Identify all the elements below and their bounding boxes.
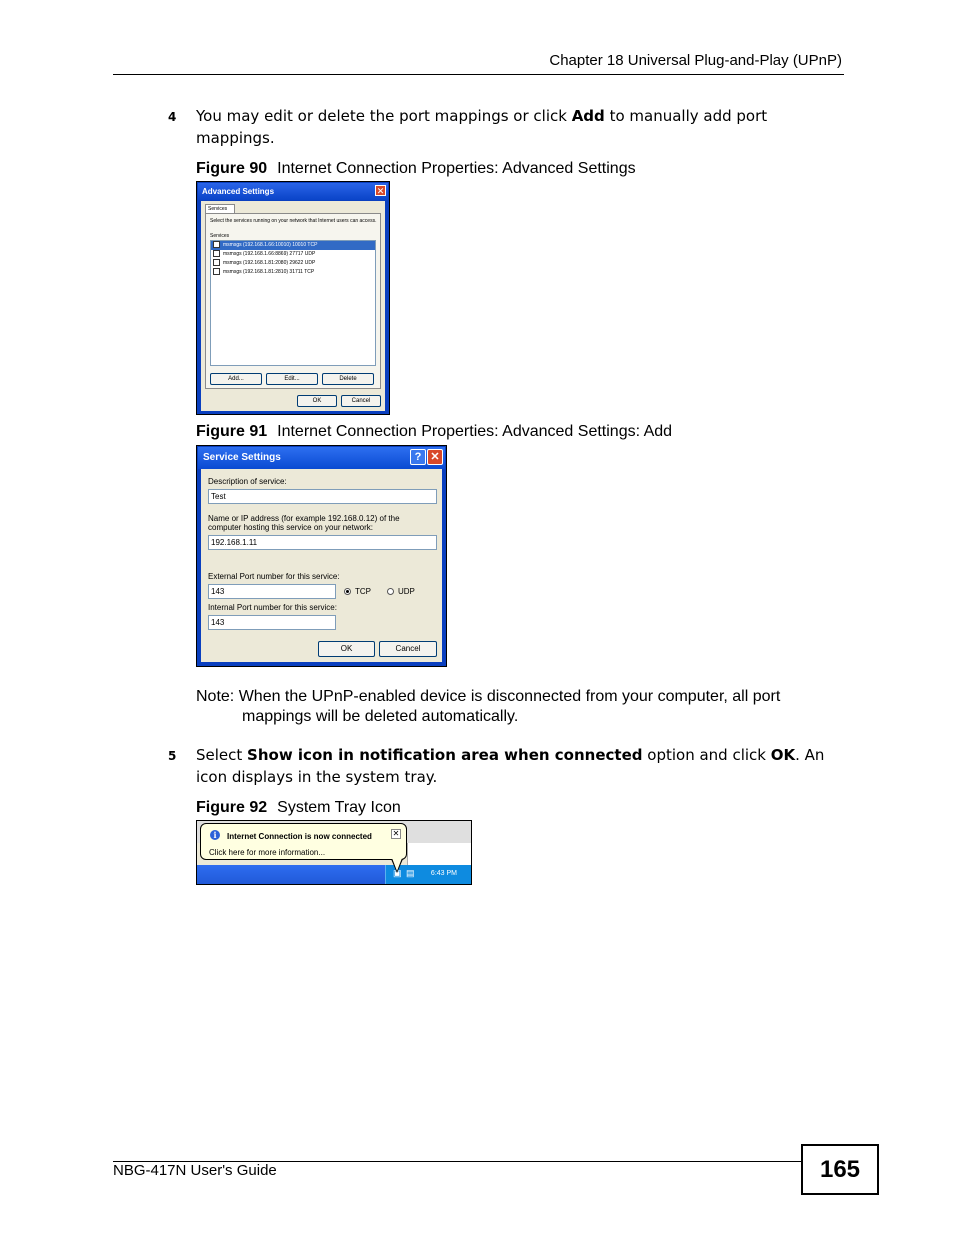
tab-services[interactable]: Services — [205, 204, 235, 213]
service-settings-dialog — [196, 445, 447, 667]
figure-91-caption: Figure 91 Internet Connection Properties: Advanced Settings: Add — [196, 423, 673, 440]
internal-port-label: Internal Port number for this service: — [208, 603, 337, 612]
chapter-header: Chapter 18 Universal Plug-and-Play (UPnP) — [549, 52, 842, 69]
radio-icon — [387, 588, 394, 595]
dialog-title: Advanced Settings — [198, 183, 388, 200]
list-item[interactable]: msmsgs (192.168.1.81:2810) 31711 TCP — [211, 268, 375, 277]
taskbar-clock[interactable]: 6:43 PM — [430, 870, 457, 877]
services-label: Services — [210, 233, 230, 239]
window-edge — [407, 843, 471, 865]
step-4-text: You may edit or delete the port mappings or click Add to manually add port mappings. — [196, 107, 768, 147]
system-tray-screenshot — [196, 820, 472, 885]
checkbox[interactable] — [213, 241, 220, 248]
cancel-button[interactable]: Cancel — [379, 641, 437, 657]
header-divider — [113, 74, 844, 75]
step-number: 4 — [168, 110, 177, 124]
cancel-button[interactable]: Cancel — [341, 395, 381, 407]
services-panel — [205, 213, 381, 389]
monitor-icon[interactable]: ▤ — [406, 868, 415, 878]
host-label-line-2: computer hosting this service on your network: — [208, 523, 373, 532]
list-item[interactable]: msmsgs (192.168.1.81:2080) 29622 UDP — [211, 259, 375, 268]
advanced-settings-dialog — [196, 181, 390, 415]
service-buttons — [208, 373, 378, 385]
services-list — [210, 240, 376, 366]
balloon-tail-fill — [392, 858, 402, 871]
balloon-text: Click here for more information... — [209, 848, 326, 857]
external-port-input[interactable]: 143 — [208, 584, 336, 599]
checkbox[interactable] — [213, 259, 220, 266]
dialog-body — [201, 469, 442, 662]
info-icon: i — [210, 830, 220, 840]
figure-92-caption: Figure 92 System Tray Icon — [196, 799, 401, 816]
host-input[interactable]: 192.168.1.11 — [208, 535, 437, 550]
radio-selected-icon — [344, 588, 351, 595]
udp-radio[interactable]: UDP — [387, 587, 415, 597]
dialog-title: Service Settings — [198, 447, 445, 469]
help-icon[interactable]: ? — [410, 449, 426, 465]
network-connection-icon[interactable]: ▣ — [393, 868, 402, 878]
list-item[interactable]: msmsgs (192.168.1.66:8869) 27717 UDP — [211, 250, 375, 259]
host-label-line-1: Name or IP address (for example 192.168.0.12) of the — [208, 514, 400, 523]
page-number: 165 — [801, 1144, 879, 1195]
tcp-radio[interactable]: TCP — [344, 587, 371, 597]
balloon-title: Internet Connection is now connected — [227, 832, 372, 841]
external-port-label: External Port number for this service: — [208, 572, 340, 581]
delete-button[interactable]: Delete — [322, 373, 374, 385]
guide-title: NBG-417N User's Guide — [113, 1162, 277, 1179]
close-icon[interactable]: ✕ — [376, 186, 385, 196]
description-input[interactable]: Test — [208, 489, 437, 504]
step-5-text: Select Show icon in notification area when connected option and click OK. An icon displays in the system tray. — [196, 746, 825, 786]
ok-button[interactable]: OK — [318, 641, 375, 657]
edit-button[interactable]: Edit... — [266, 373, 318, 385]
notification-balloon[interactable] — [200, 823, 407, 860]
checkbox[interactable] — [213, 250, 220, 257]
note: Note: When the UPnP-enabled device is disconnected from your computer, all port mappings will be deleted automatically. — [196, 688, 781, 725]
list-item[interactable]: msmsgs (192.168.1.66:10010) 10010 TCP — [211, 241, 375, 250]
internal-port-input[interactable]: 143 — [208, 615, 336, 630]
dialog-body — [201, 201, 385, 411]
description-label: Description of service: — [208, 477, 287, 486]
services-description: Select the services running on your network that Internet users can access. — [210, 218, 377, 224]
close-icon[interactable]: ✕ — [392, 829, 400, 838]
add-button[interactable]: Add... — [210, 373, 262, 385]
step-number: 5 — [168, 749, 177, 763]
checkbox[interactable] — [213, 268, 220, 275]
close-icon[interactable]: ✕ — [427, 449, 443, 465]
figure-90-caption: Figure 90 Internet Connection Properties: Advanced Settings — [196, 160, 636, 177]
ok-button[interactable]: OK — [297, 395, 337, 407]
